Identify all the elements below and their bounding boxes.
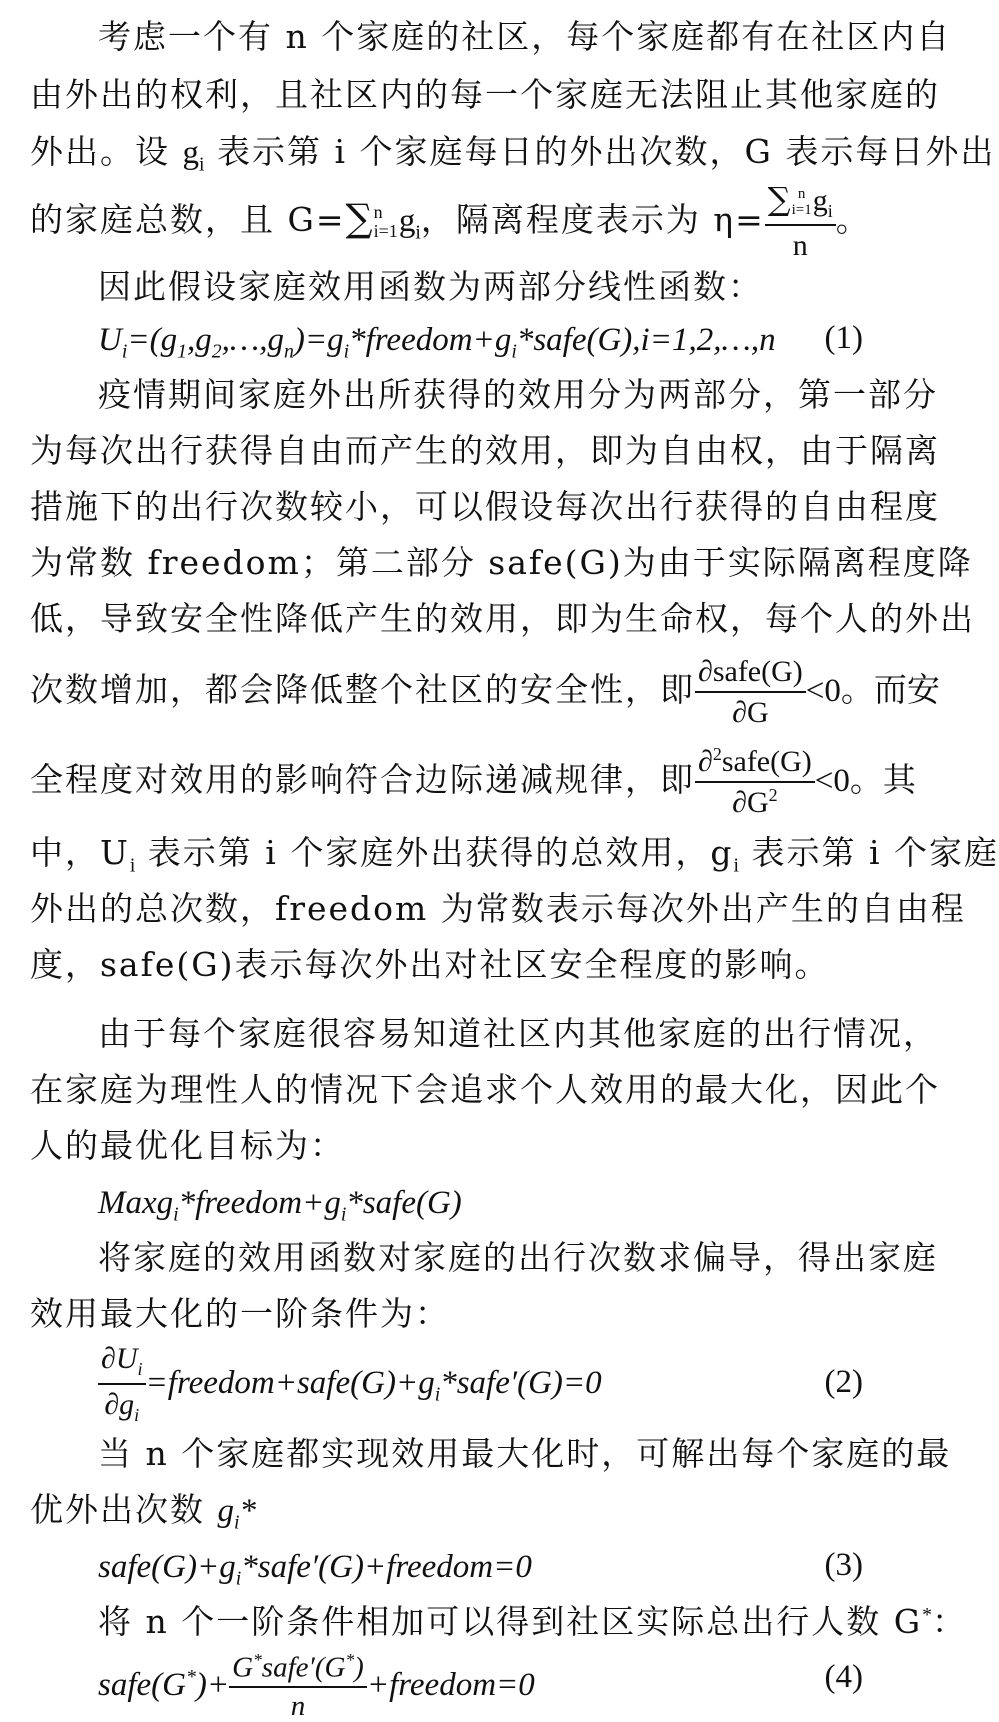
math-text: safe′(G xyxy=(261,1651,346,1684)
math-text: ,…,g xyxy=(221,322,284,358)
equation-body xyxy=(98,1549,532,1590)
fraction-numerator: ∂safe(G) xyxy=(695,655,806,693)
paragraph-line xyxy=(30,1490,888,1534)
equation-2 xyxy=(98,1342,888,1425)
math-text: =freedom+safe(G)+g xyxy=(145,1365,435,1401)
partial-derivative-fraction xyxy=(98,1342,146,1426)
equation-4 xyxy=(98,1640,888,1722)
paragraph-line: 低，导致安全性降低产生的效用，即为生命权，每个人的外出 xyxy=(30,599,975,638)
sum-upper: n xyxy=(797,185,806,202)
math-text: safe(G)+g xyxy=(98,1549,236,1585)
equation-body xyxy=(145,1365,602,1406)
math-sup: * xyxy=(253,1649,262,1670)
equation-body xyxy=(217,1493,257,1534)
text-run: ，隔离程度表示为 η= xyxy=(420,200,765,239)
equation-body xyxy=(98,1667,229,1703)
fraction-numerator xyxy=(229,1651,367,1688)
math-sub: i xyxy=(129,854,136,877)
paragraph-line: 为常数 freedom；第二部分 safe(G)为由于实际隔离程度降 xyxy=(30,543,973,582)
text-run: 的家庭总数，且 G= xyxy=(30,200,346,239)
equation-number: (4) xyxy=(824,1659,863,1695)
objective-equation xyxy=(98,1185,888,1225)
math-sup: 2 xyxy=(768,785,778,805)
equation-body xyxy=(98,322,776,363)
fraction-denominator: ∂G xyxy=(732,696,769,729)
math-sub: i xyxy=(235,1567,242,1590)
equation-body xyxy=(98,1185,462,1226)
math-sub: n xyxy=(283,340,294,363)
math-sub: i xyxy=(137,1359,143,1380)
fraction-numerator xyxy=(98,1342,146,1385)
paragraph-line: 度，safe(G)表示每次外出对社区安全程度的影响。 xyxy=(30,945,830,984)
math-text: =(g xyxy=(127,322,178,358)
math-sub: 2 xyxy=(211,340,222,363)
paragraph-line: 将家庭的效用函数对家庭的出行次数求偏导，得出家庭 xyxy=(98,1238,938,1277)
math-sub: i xyxy=(827,200,833,221)
paragraph-line xyxy=(30,833,999,877)
math-sup: * xyxy=(345,1649,355,1670)
math-sub: i xyxy=(340,1203,347,1226)
text-run: <0。其 xyxy=(814,763,916,799)
total-travel-fraction xyxy=(229,1651,367,1722)
paragraph-line: 由于每个家庭很容易知道社区内其他家庭的出行情况， xyxy=(98,1014,938,1053)
paragraph-line xyxy=(30,650,940,730)
fraction-denominator xyxy=(695,783,815,819)
math-sub: i xyxy=(121,340,128,363)
isolation-fraction xyxy=(765,179,836,263)
text-run: 全程度对效用的影响符合边际递减规律，即 xyxy=(30,760,695,799)
math-sub: i xyxy=(199,153,205,176)
paragraph-line xyxy=(30,132,996,176)
text-run: 将 n 个一阶条件相加可以得到社区实际总出行人数 G xyxy=(98,1602,923,1641)
sum-symbol: ∑ xyxy=(767,179,791,218)
paragraph-line xyxy=(30,740,916,820)
math-text: )=g xyxy=(293,322,344,358)
math-var: g xyxy=(398,203,416,239)
math-var: g xyxy=(217,1493,234,1529)
paragraph-line: 由外出的权利，且社区内的每一个家庭无法阻止其他家庭的 xyxy=(30,75,940,114)
math-sub: i xyxy=(415,221,421,244)
sum-lower: i=1 xyxy=(373,221,398,241)
equation-1 xyxy=(98,322,888,362)
math-text: *safe′(G)+freedom=0 xyxy=(241,1549,532,1585)
text-run: 外出。设 xyxy=(30,132,183,171)
text-run: 中，U xyxy=(30,833,130,872)
math-text: ∂g xyxy=(104,1388,135,1421)
math-sup: * xyxy=(185,1666,196,1688)
paragraph-line: 措施下的出行次数较小，可以假设每次出行获得的自由程度 xyxy=(30,487,940,526)
fraction-denominator: n xyxy=(290,1689,306,1722)
math-sup: 2 xyxy=(712,744,722,764)
paragraph-line: 人的最优化目标为： xyxy=(30,1126,345,1165)
paragraph-line xyxy=(98,1602,967,1641)
math-sub: i xyxy=(434,1383,441,1406)
math-var: g xyxy=(812,183,828,217)
math-var: U xyxy=(98,322,122,358)
text-run: 优外出次数 xyxy=(30,1490,218,1529)
paragraph-line: 效用最大化的一阶条件为： xyxy=(30,1294,450,1333)
paragraph-line: 外出的总次数，freedom 为常数表示每次外出产生的自由程 xyxy=(30,889,966,928)
sum-symbol: ∑ xyxy=(345,196,373,240)
math-text: *safe′(G)=0 xyxy=(440,1365,602,1401)
paragraph-line: 考虑一个有 n 个家庭的社区，每个家庭都有在社区内自 xyxy=(98,17,952,56)
fraction-numerator xyxy=(765,179,836,227)
equation-number: (3) xyxy=(824,1547,863,1583)
math-sub: i xyxy=(234,1511,240,1534)
text-run: 表示第 i 个家庭 xyxy=(738,833,999,872)
equation-number: (2) xyxy=(824,1364,863,1400)
safe-derivative-fraction xyxy=(695,655,806,729)
math-text: *safe(G) xyxy=(346,1185,462,1221)
math-text: ∂ xyxy=(698,745,713,778)
math-text: Maxg xyxy=(98,1185,174,1221)
text-run: 次数增加，都会降低整个社区的安全性，即 xyxy=(30,670,695,709)
fraction-denominator xyxy=(98,1385,146,1426)
math-sup: * xyxy=(922,1604,932,1626)
math-sub: i xyxy=(733,854,739,877)
math-text: *freedom+g xyxy=(178,1185,341,1221)
math-sub: i xyxy=(134,1405,140,1425)
sum-lower: i=1 xyxy=(791,201,812,218)
second-derivative-fraction xyxy=(695,745,815,819)
math-text: ,g xyxy=(187,322,212,358)
sum-limits xyxy=(374,203,398,241)
equation-body: +freedom=0 xyxy=(366,1667,535,1703)
math-text: safe(G) xyxy=(721,745,812,778)
equation-3 xyxy=(98,1549,888,1589)
math-var: g xyxy=(182,135,199,171)
paragraph-line: 为每次出行获得自由而产生的效用，即为自由权，由于隔离 xyxy=(30,431,940,470)
fraction-numerator xyxy=(695,745,815,783)
sum-upper: n xyxy=(373,202,383,223)
math-sub: i xyxy=(511,340,517,363)
math-text: ∂U xyxy=(101,1342,138,1376)
paragraph-line: 疫情期间家庭外出所获得的效用分为两部分，第一部分 xyxy=(98,375,938,414)
paragraph-line: 在家庭为理性人的情况下会追求个人效用的最大化，因此个 xyxy=(30,1070,940,1109)
math-text: safe(G xyxy=(98,1667,186,1703)
math-text: *freedom+g xyxy=(349,322,512,358)
paragraph-line xyxy=(30,178,888,263)
equation-number: (1) xyxy=(824,320,863,356)
sum-limits xyxy=(792,187,812,219)
paragraph-line: 因此假设家庭效用函数为两部分线性函数： xyxy=(98,267,763,306)
text-run: 。 xyxy=(835,200,871,239)
text-run: <0。而安 xyxy=(805,673,940,709)
math-sub: 1 xyxy=(177,340,187,363)
paragraph-line: 当 n 个家庭都实现效用最大化时，可解出每个家庭的最 xyxy=(98,1434,952,1473)
math-text: * xyxy=(239,1493,256,1529)
math-text: ) xyxy=(354,1651,364,1684)
math-text: ∂G xyxy=(732,786,769,819)
math-text: G xyxy=(232,1651,254,1684)
math-text: *safe(G),i=1,2,…,n xyxy=(516,322,776,358)
fraction-denominator: n xyxy=(792,229,808,263)
math-sub: i xyxy=(343,340,350,363)
text-run: ： xyxy=(931,1602,967,1641)
text-run: 表示第 i 个家庭每日的外出次数，G 表示每日外出 xyxy=(204,132,996,171)
math-text: )+ xyxy=(195,1667,230,1703)
math-sub: i xyxy=(173,1203,179,1226)
text-run: 表示第 i 个家庭外出获得的总效用，g xyxy=(135,833,734,872)
